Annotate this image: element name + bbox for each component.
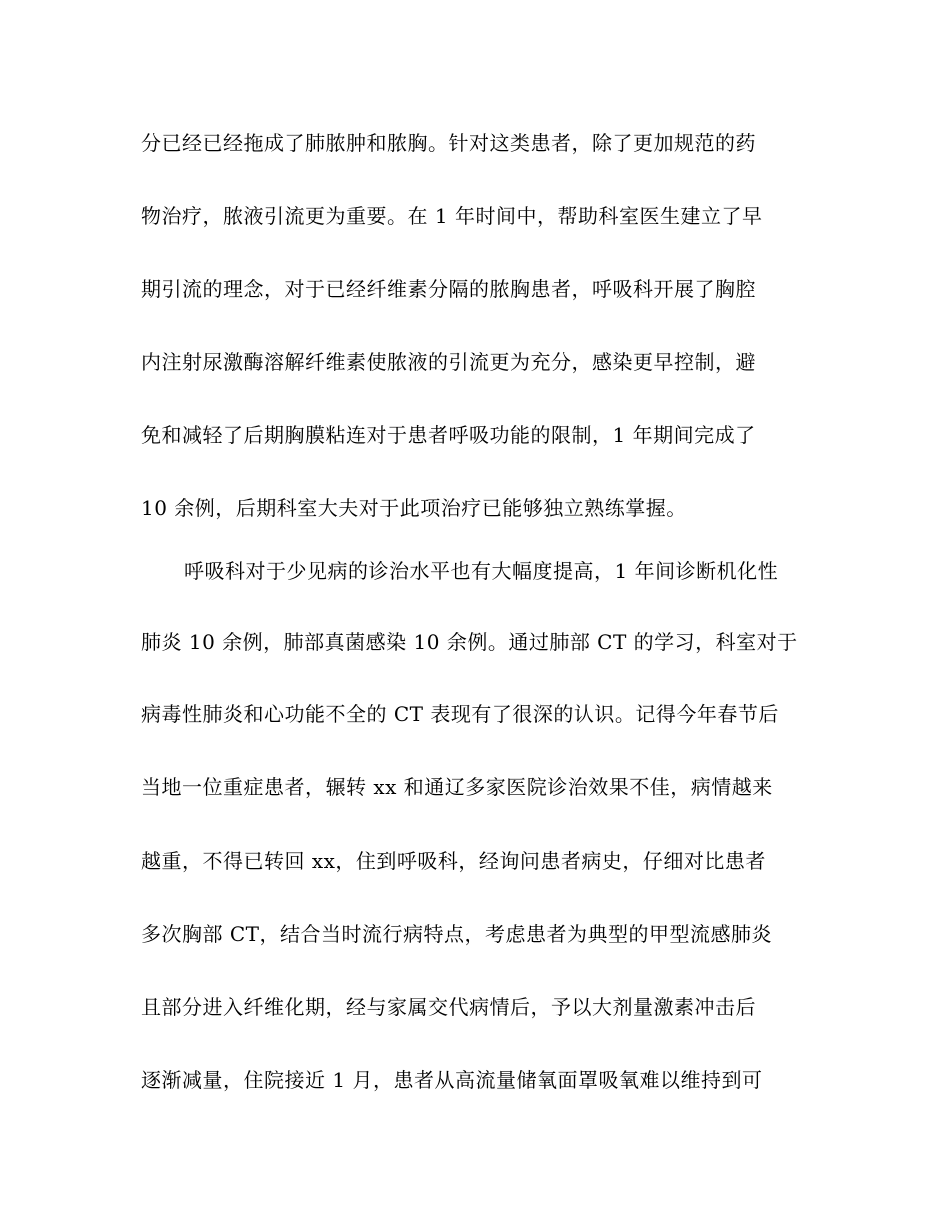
text-line: 逐渐减量，住院接近 1 月，患者从高流量储氧面罩吸氧难以维持到可 [141,1068,763,1092]
text-line: 期引流的理念，对于已经纤维素分隔的脓胸患者，呼吸科开展了胸腔 [141,277,756,301]
text-line: 越重，不得已转回 xx，住到呼吸科，经询问患者病史，仔细对比患者 [141,849,766,873]
paragraph-first-line: 呼吸科对于少见病的诊治水平也有大幅度提高，1 年间诊断机化性 [184,559,779,583]
text-line: 免和减轻了后期胸膜粘连对于患者呼吸功能的限制，1 年期间完成了 [141,423,756,447]
text-line: 分已经已经拖成了肺脓肿和脓胸。针对这类患者，除了更加规范的药 [141,131,756,155]
text-line: 10 余例，后期科室大夫对于此项治疗已能够独立熟练掌握。 [141,496,687,520]
text-line: 内注射尿激酶溶解纤维素使脓液的引流更为充分，感染更早控制，避 [141,350,756,374]
text-line: 当地一位重症患者，辗转 xx 和通辽多家医院诊治效果不佳，病情越来 [141,775,773,799]
text-line: 多次胸部 CT，结合当时流行病特点，考虑患者为典型的甲型流感肺炎 [141,922,772,946]
text-line: 肺炎 10 余例，肺部真菌感染 10 余例。通过肺部 CT 的学习，科室对于 [141,630,798,654]
text-line: 物治疗，脓液引流更为重要。在 1 年时间中，帮助科室医生建立了早 [141,204,763,228]
text-line: 且部分进入纤维化期，经与家属交代病情后，予以大剂量激素冲击后 [141,995,756,1019]
text-line: 病毒性肺炎和心功能不全的 CT 表现有了很深的认识。记得今年春节后 [141,702,779,726]
